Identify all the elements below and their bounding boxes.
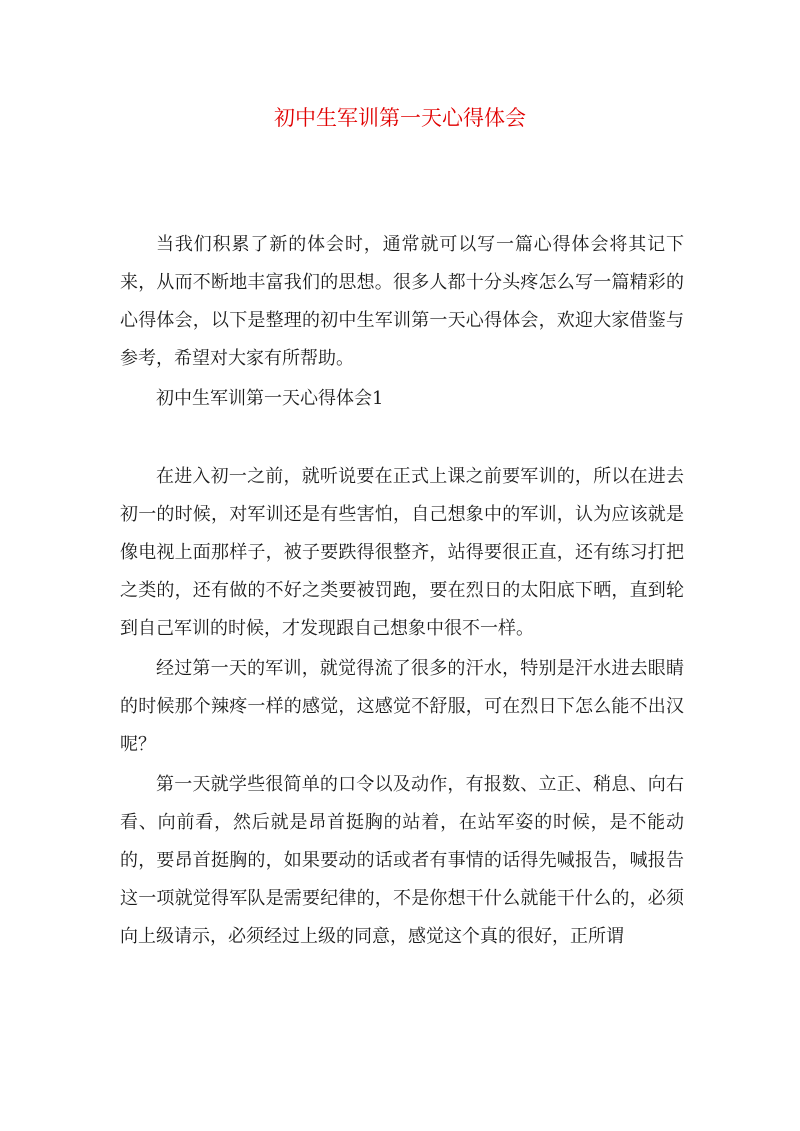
document-body	[120, 226, 684, 956]
section-heading: 初中生军训第一天心得体会1	[156, 388, 384, 409]
intro-paragraph: 当我们积累了新的体会时，通常就可以写一篇心得体会将其记下来，从而不断地丰富我们的思想。很多人都十分头疼怎么写一篇精彩的心得体会，以下是整理的初中生军训第一天心得体会，欢迎大家借鉴与参考，希望对大家有所帮助。	[120, 234, 684, 369]
body-paragraph-2: 经过第一天的军训，就觉得流了很多的汗水，特别是汗水进去眼睛的时候那个辣疼一样的感觉，这感觉不舒服，可在烈日下怎么能不出汉呢？	[120, 658, 684, 755]
body-paragraph-1: 在进入初一之前，就听说要在正式上课之前要军训的，所以在进去初一的时候，对军训还是有些害怕，自己想象中的军训，认为应该就是像电视上面那样子，被子要跌得很整齐，站得要很正直，还有练习打把之类的，还有做的不好之类要被罚跑，要在烈日的太阳底下晒，直到轮到自己军训的时候，才发现跟自己想象中很不一样。	[120, 466, 684, 639]
document-title: 初中生军训第一天心得体会	[274, 106, 526, 130]
body-paragraph-3: 第一天就学些很简单的口令以及动作，有报数、立正、稍息、向右看、向前看，然后就是昂首挺胸的站着，在站军姿的时候，是不能动的，要昂首挺胸的，如果要动的话或者有事情的话得先喊报告，喊报告这一项就觉得军队是需要纪律的，不是你想干什么就能干什么的，必须向上级请示，必须经过上级的同意，感觉这个真的很好，正所谓	[120, 774, 684, 947]
section-spacer	[120, 418, 684, 458]
